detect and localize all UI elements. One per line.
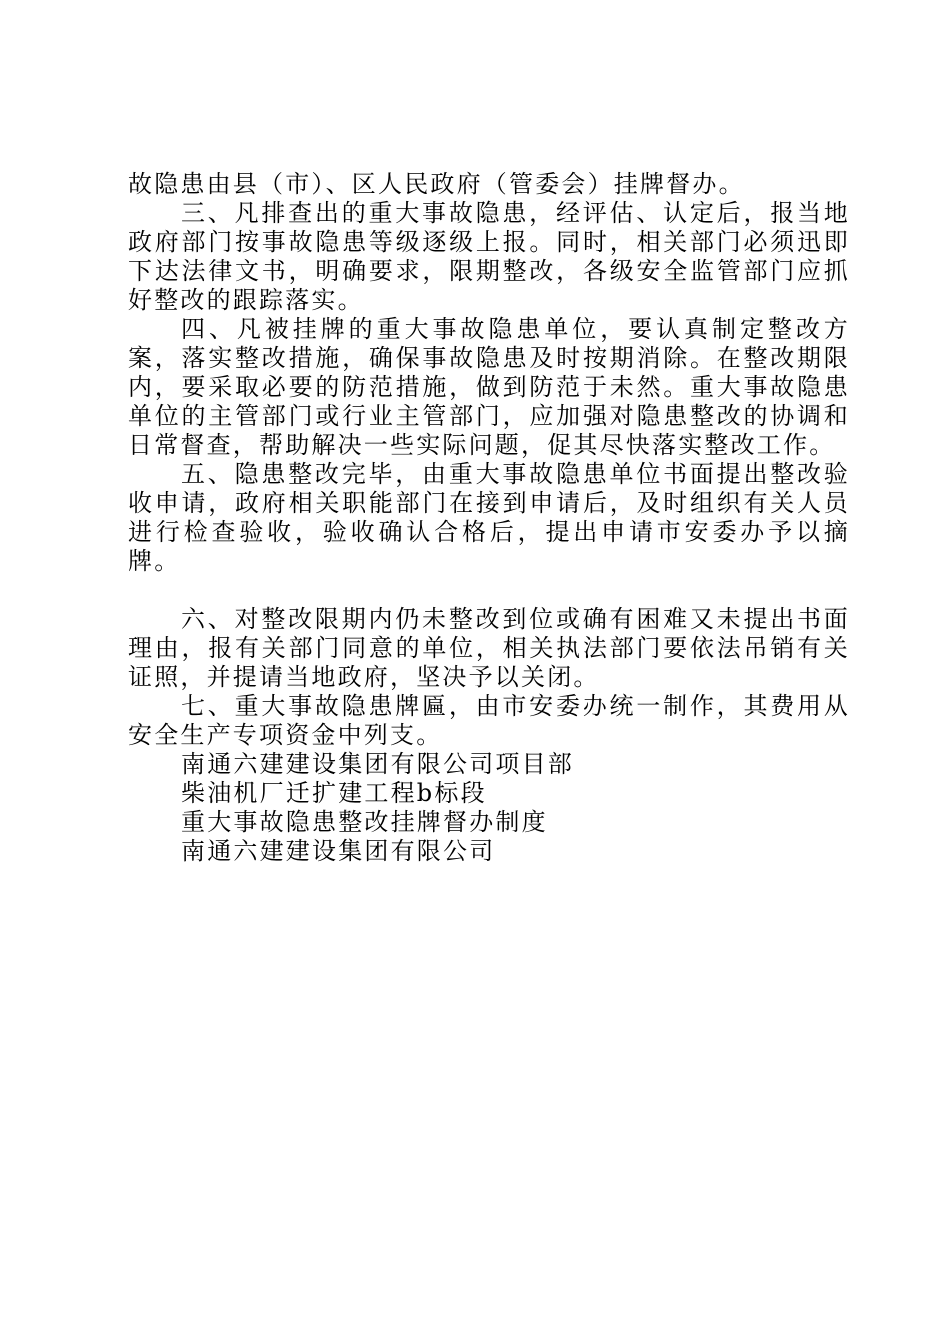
paragraph-item-3: 三、凡排查出的重大事故隐患，经评估、认定后，报当地政府部门按事故隐患等级逐级上报。同时，相关部门必须迅即下达法律文书，明确要求，限期整改，各级安全监管部门应抓好整改的跟踪落实。: [128, 199, 850, 314]
paragraph-item-5: 五、隐患整改完毕，由重大事故隐患单位书面提出整改验收申请，政府相关职能部门在接到申请后，及时组织有关人员进行检查验收，验收确认合格后，提出申请市安委办予以摘牌。: [128, 460, 850, 575]
signature-line-project-dept: 南通六建建设集团有限公司项目部: [181, 750, 574, 778]
document-body: [128, 170, 850, 866]
paragraph-item-6: 六、对整改限期内仍未整改到位或确有困难又未提出书面理由，报有关部门同意的单位，相关执法部门要依法吊销有关证照，并提请当地政府，坚决予以关闭。: [128, 605, 850, 691]
signature-line-document-title: 重大事故隐患整改挂牌督办制度: [181, 808, 548, 836]
signature-line-company: 南通六建建设集团有限公司: [181, 837, 496, 865]
paragraph-item-4: 四、凡被挂牌的重大事故隐患单位，要认真制定整改方案，落实整改措施，确保事故隐患及时按期消除。在整改期限内，要采取必要的防范措施，做到防范于未然。重大事故隐患单位的主管部门或行业主管部门，应加强对隐患整改的协调和日常督查，帮助解决一些实际问题，促其尽快落实整改工作。: [128, 315, 850, 459]
paragraph-continuation: 故隐患由县（市）、区人民政府（管委会）挂牌督办。: [128, 170, 745, 198]
signature-line-project-section: 柴油机厂迁扩建工程b标段: [181, 779, 487, 807]
paragraph-item-7: 七、重大事故隐患牌匾，由市安委办统一制作，其费用从安全生产专项资金中列支。: [128, 692, 850, 749]
